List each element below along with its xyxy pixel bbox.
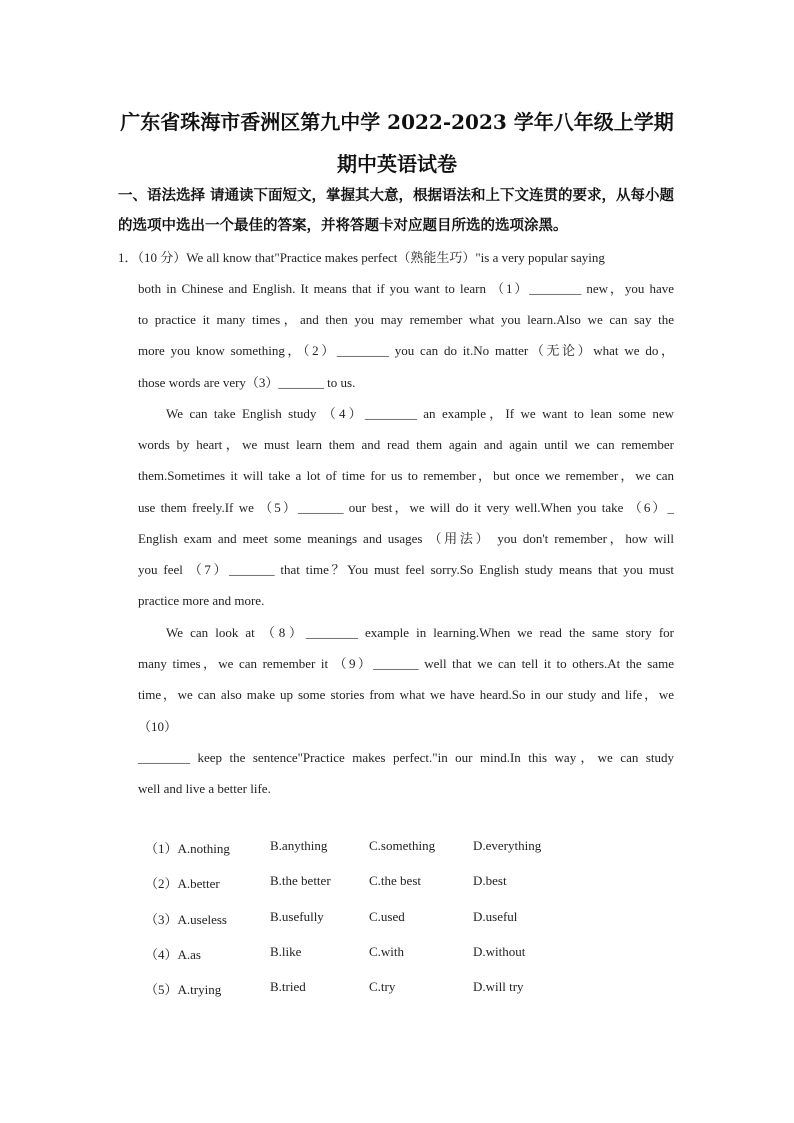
- option-b: B.anything: [270, 838, 328, 853]
- passage-line: to practice it many times，and then you may remember what you learn.Also we can say the: [138, 312, 674, 328]
- passage-line: them.Sometimes it will take a lot of time for us to remember，but once we remember，we can: [138, 468, 674, 484]
- option-a: （1）A.nothing: [145, 841, 230, 856]
- passage-paragraph-2: [138, 398, 674, 616]
- option-b: B.the better: [270, 873, 331, 889]
- question-number: 1．（10 分）: [118, 250, 187, 265]
- exam-title-line1: 广东省珠海市香洲区第九中学 2022-2023 学年八年级上学期: [120, 110, 674, 134]
- passage-line: many times，we can remember it （9）_______ well that we can tell it to others.At the same: [138, 656, 674, 672]
- option-d: D.useful: [473, 908, 518, 924]
- passage-line: English exam and meet some meanings and usages （用法） you don't remember，how will: [138, 530, 674, 546]
- option-c: C.with: [369, 943, 405, 959]
- passage-line: （10）: [138, 718, 178, 734]
- option-c: C.the best: [369, 873, 421, 889]
- passage-line: We can take English study （4）________ an example，If we want to lean some new: [166, 406, 674, 421]
- passage-line: use them freely.If we （5）_______ our best，we will do it very well.When you take （6）_: [138, 499, 674, 515]
- option-b: B.tried: [270, 979, 306, 995]
- option-d: D.without: [473, 943, 526, 959]
- passage-line: words by heart，we must learn them and read them again and again until we can remember: [138, 437, 674, 453]
- option-d: D.everything: [473, 838, 542, 853]
- passage-line: ________ keep the sentence"Practice makes perfect."in our mind.In this way，we can study: [138, 749, 674, 765]
- passage-line: well and live a better life.: [138, 780, 271, 796]
- passage-line: those words are very（3）_______ to us.: [138, 374, 356, 390]
- option-d: D.will try: [473, 979, 524, 995]
- option-d: D.best: [473, 873, 507, 889]
- passage-paragraph-1: [138, 273, 674, 398]
- passage-paragraph-3: [138, 617, 674, 804]
- passage-line: more you know something，（2）________ you can do it.No matter（无论）what we do，: [138, 343, 674, 359]
- passage-line: both in Chinese and English. It means that if you want to learn （1）________ new，you have: [138, 281, 674, 296]
- question-1-first-line: [118, 242, 678, 273]
- passage-line: you feel （7）_______ that time？You must feel sorry.So English study means that you must: [138, 561, 674, 577]
- section-heading: 一、语法选择 请通读下面短文，掌握其大意，根据语法和上下文连贯的要求，从每小题的选项中选出一个最佳的答案，并将答题卡对应题目所选的选项涂黑。: [118, 188, 675, 234]
- option-a: （4）A.as: [145, 946, 201, 962]
- option-c: C.try: [369, 979, 396, 995]
- option-a: （3）A.useless: [145, 911, 227, 927]
- option-c: C.something: [369, 838, 436, 853]
- passage-line: practice more and more.: [138, 593, 265, 609]
- option-b: B.like: [270, 943, 302, 959]
- option-c: C.used: [369, 908, 405, 924]
- option-a: （2）A.better: [145, 876, 220, 892]
- option-a: （5）A.trying: [145, 982, 222, 998]
- option-b: B.usefully: [270, 908, 324, 924]
- passage-line: We all know that"Practice makes perfect（熟能生巧）"is a very popular saying: [186, 250, 605, 265]
- exam-title-line2: 期中英语试卷: [337, 152, 457, 176]
- passage-line: time，we can also make up some stories from what we have heard.So in our study and life，we: [138, 687, 674, 703]
- passage-line: We can look at （8）________ example in learning.When we read the same story for: [166, 625, 674, 640]
